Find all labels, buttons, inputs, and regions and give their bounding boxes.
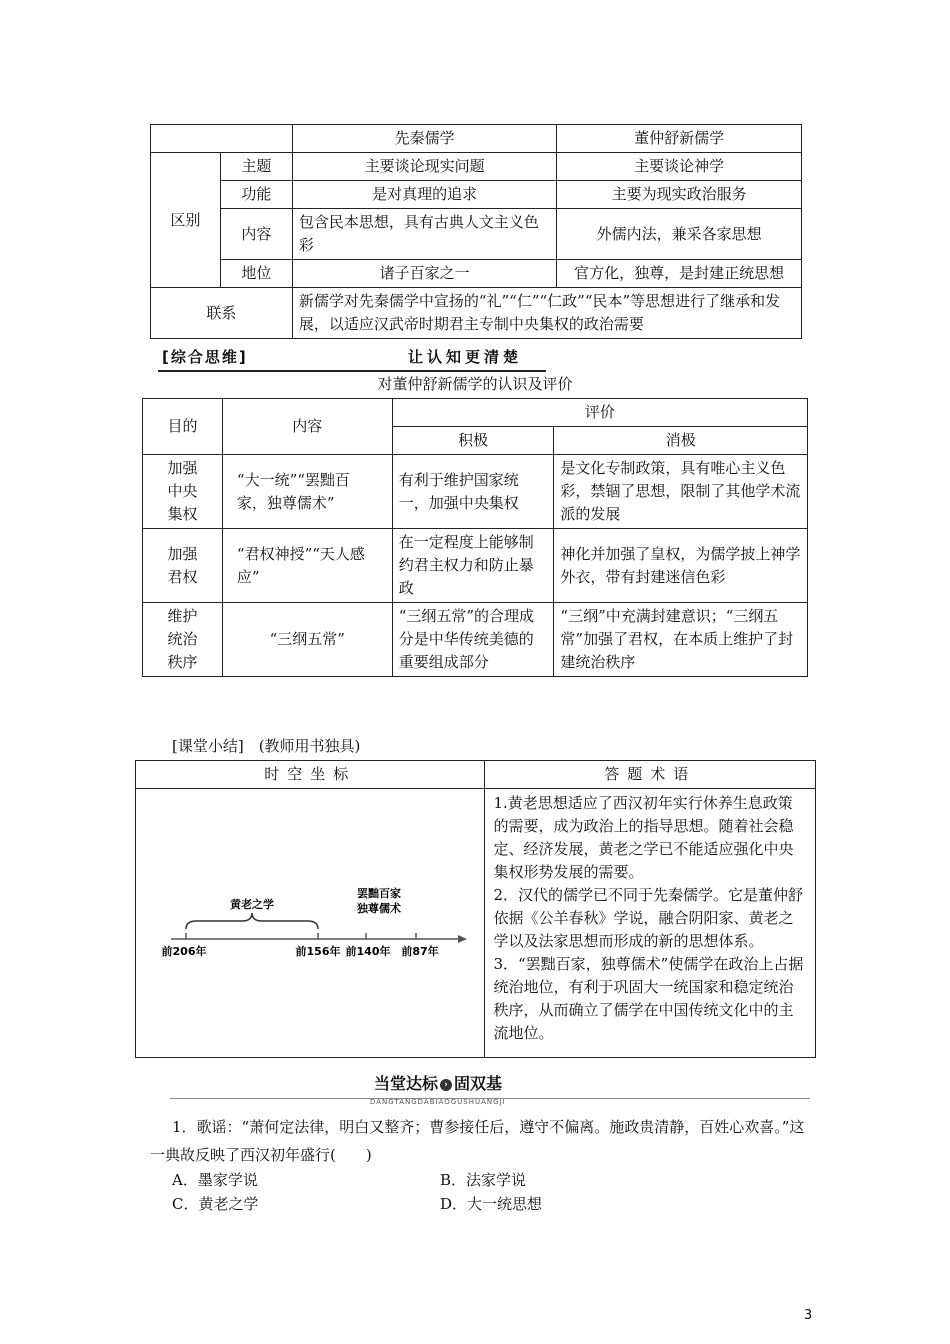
timeline-year: 前87年 [401, 945, 439, 958]
table1-cell: 主要为现实政治服务 [557, 181, 802, 209]
summary-point: 2．汉代的儒学已不同于先秦儒学。它是董仲舒依据《公羊春秋》学说，融合阴阳家、黄老之学以及法家思想而形成的新的思想体系。 [493, 886, 803, 950]
table1-cell: 主要谈论神学 [557, 153, 802, 181]
table1-cell: 外儒内法，兼采各家思想 [557, 209, 802, 260]
section2-separator-icon: › [440, 1079, 452, 1091]
summary-point: 1.黄老思想适应了西汉初年实行休养生息政策的需要，成为政治上的指导思想。随着社会稳定、经济发展，黄老之学已不能适应强化中央集权形势发展的需要。 [493, 794, 794, 881]
page-number: 3 [804, 1308, 813, 1323]
comparison-table [150, 124, 802, 339]
summary-points [485, 789, 816, 1058]
table2-header-positive: 积极 [392, 427, 554, 455]
table2-caption: 对董仲舒新儒学的认识及评价 [377, 375, 573, 393]
table2-content: “大一统”“罢黜百家，独尊儒术” [222, 455, 392, 529]
table2-positive: 在一定程度上能够制约君主权力和防止暴政 [392, 529, 554, 603]
table2-purpose: 维护统治秩序 [143, 603, 223, 677]
section2-title-b: 固双基 [454, 1074, 503, 1093]
table2-negative: “三纲”中充满封建意识；“三纲五常”加强了君权，在本质上维护了封建统治秩序 [554, 603, 808, 677]
table1-header-a: 先秦儒学 [292, 125, 557, 153]
table1-row-label: 主题 [220, 153, 292, 181]
section2-title [368, 1072, 508, 1096]
table2-positive: 有利于维护国家统一，加强中央集权 [392, 455, 554, 529]
table2-purpose: 加强君权 [143, 529, 223, 603]
summary-header-left: 时空坐标 [136, 761, 485, 789]
section2-title-a: 当堂达标 [374, 1074, 439, 1093]
evaluation-table [142, 398, 808, 677]
table2-header-content: 内容 [222, 399, 392, 455]
timeline-year: 前206年 [161, 945, 207, 958]
timeline-year: 前156年 [295, 945, 341, 958]
table1-cell: 是对真理的追求 [292, 181, 557, 209]
banner-slogan: 让认知更清楚 [408, 348, 523, 366]
summary-header-right: 答题术语 [485, 761, 816, 789]
table2-content: “三纲五常” [222, 603, 392, 677]
option-b: B．法家学说 [440, 1171, 527, 1189]
table1-link-label: 联系 [151, 288, 293, 339]
table1-group-label: 区别 [151, 153, 221, 288]
section2-heading [170, 1072, 810, 1106]
section2-pinyin: DANGTANGDABIAOGUSHUANGJI [370, 1098, 506, 1106]
table2-header-purpose: 目的 [143, 399, 223, 455]
option-c: C．黄老之学 [172, 1195, 259, 1213]
table1-row-label: 功能 [220, 181, 292, 209]
table1-link-text: 新儒学对先秦儒学中宣扬的“礼”“仁”“仁政”“民本”等思想进行了继承和发展，以适应汉武帝时期君主专制中央集权的政治需要 [292, 288, 801, 339]
table1-corner [151, 125, 293, 153]
timeline-diagram [136, 789, 484, 1069]
table1-row-label: 地位 [220, 260, 292, 288]
timeline-arrow [458, 935, 467, 943]
table1-row-label: 内容 [220, 209, 292, 260]
summary-table [135, 760, 816, 1058]
option-d: D．大一统思想 [440, 1195, 543, 1213]
table1-cell: 诸子百家之一 [292, 260, 557, 288]
timeline-event-line2: 独尊儒术 [357, 902, 401, 915]
table2-content: “君权神授”“天人感应” [222, 529, 392, 603]
timeline-event-line1: 罢黜百家 [357, 887, 401, 900]
timeline-cell [136, 789, 485, 1058]
table2-negative: 是文化专制政策，具有唯心主义色彩，禁锢了思想，限制了其他学术流派的发展 [554, 455, 808, 529]
question-text: 1．歌谣：“萧何定法律，明白又整齐；曹参接任后，遵守不偏离。施政贵清静，百姓心欢喜。”这一典故反映了西汉初年盛行( ) [150, 1118, 805, 1164]
table2-negative: 神化并加强了皇权，为儒学披上神学外衣，带有封建迷信色彩 [554, 529, 808, 603]
table1-cell: 主要谈论现实问题 [292, 153, 557, 181]
summary-label: [课堂小结] (教师用书独具) [172, 737, 361, 755]
timeline-year: 前140年 [345, 945, 391, 958]
option-a: A．墨家学说 [172, 1171, 258, 1189]
table1-cell: 包含民本思想，具有古典人文主义色彩 [292, 209, 557, 260]
timeline-brace [186, 913, 318, 929]
banner-tag: [综合思维] [162, 348, 248, 366]
table2-purpose: 加强中央集权 [143, 455, 223, 529]
table2-positive: “三纲五常”的合理成分是中华传统美德的重要组成部分 [392, 603, 554, 677]
section-banner [158, 346, 546, 372]
table2-header-negative: 消极 [554, 427, 808, 455]
summary-point: 3．“罢黜百家，独尊儒术”使儒学在政治上占据统治地位，有利于巩固大一统国家和稳定统治秩序，从而确立了儒学在中国传统文化中的主流地位。 [493, 955, 804, 1042]
timeline-brace-label: 黄老之学 [230, 898, 274, 911]
table2-header-eval: 评价 [392, 399, 807, 427]
table1-cell: 官方化，独尊，是封建正统思想 [557, 260, 802, 288]
table1-header-b: 董仲舒新儒学 [557, 125, 802, 153]
